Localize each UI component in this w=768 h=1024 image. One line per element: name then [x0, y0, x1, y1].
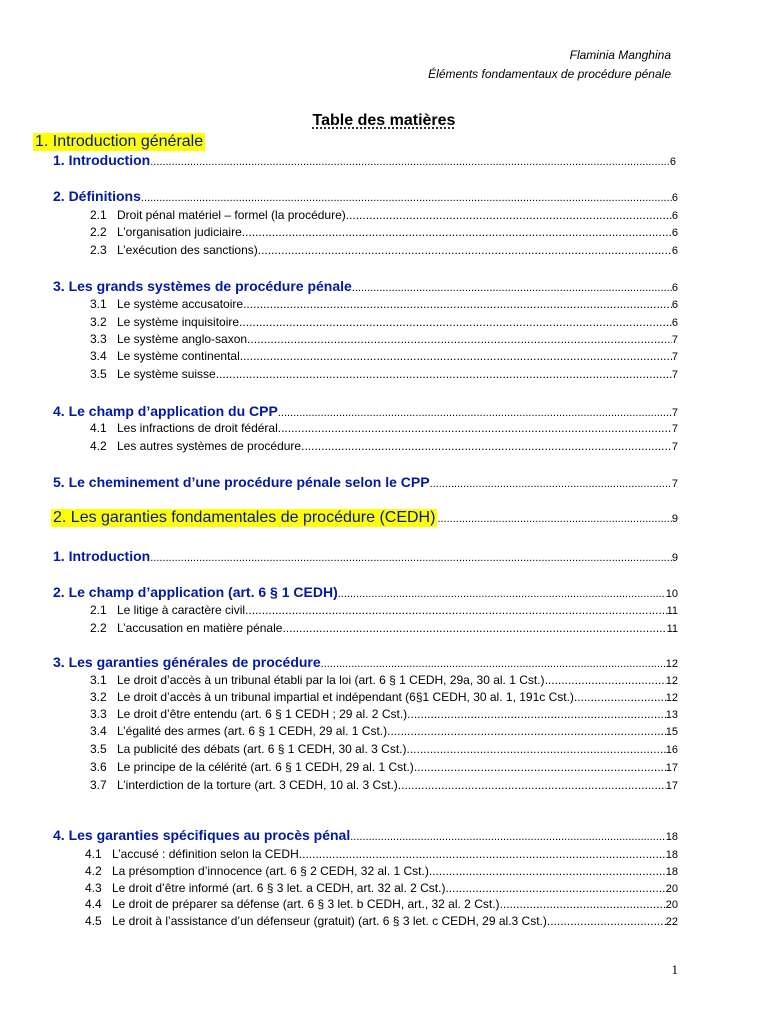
toc-number: 2.2 [90, 225, 107, 239]
toc-label: Le système continental [117, 349, 240, 363]
header-course: Éléments fondamentaux de procédure pénale [428, 67, 671, 81]
toc-label: 2. Définitions [53, 188, 141, 204]
toc-subsection [90, 332, 678, 346]
dot-leader [150, 552, 672, 564]
toc-subsection [85, 881, 678, 895]
toc-number: 4.1 [90, 421, 107, 435]
dot-leader [278, 421, 672, 435]
toc-page-number: 17 [665, 762, 678, 774]
toc-number: 3.5 [90, 367, 107, 381]
toc-number: 4.3 [85, 881, 102, 895]
toc-label: 4. Le champ d’application du CPP [53, 403, 278, 419]
toc-page-number: 9 [671, 513, 678, 525]
toc-number: 2.1 [90, 208, 107, 222]
toc-label: La publicité des débats (art. 6 § 1 CEDH, 30 al. 3 Cst.) [117, 742, 407, 756]
toc-label: Le système anglo-saxon [117, 332, 248, 346]
toc-subsection [90, 439, 678, 453]
toc-page-number: 20 [665, 883, 678, 895]
dot-leader [240, 349, 672, 363]
toc-subsection [85, 864, 678, 878]
toc-subsection [90, 621, 678, 635]
toc-label: Le système suisse [117, 367, 216, 381]
dot-leader [398, 778, 666, 792]
toc-section [53, 548, 678, 564]
toc-label: L’interdiction de la torture (art. 3 CEDH, 10 al. 3 Cst.) [117, 778, 398, 792]
toc-page-number: 12 [665, 658, 678, 670]
toc-section [53, 152, 676, 168]
toc-section [53, 584, 678, 600]
toc-label: L’accusé : définition selon la CEDH [112, 847, 299, 861]
toc-page-number: 11 [666, 623, 678, 635]
toc-number: 2.1 [90, 603, 107, 617]
toc-label: 3. Les grands systèmes de procédure pénale [53, 278, 352, 294]
toc-page-number: 17 [665, 780, 678, 792]
toc-number: 3.4 [90, 349, 107, 363]
dot-leader [500, 897, 666, 911]
toc-page-number: 11 [666, 605, 678, 617]
toc-subsection [90, 742, 678, 756]
toc-page-number: 18 [665, 866, 678, 878]
toc-page-number: 6 [671, 317, 678, 329]
toc-label: L’accusation en matière pénale [117, 621, 283, 635]
toc-page-number: 7 [671, 351, 678, 363]
dot-leader [301, 439, 672, 453]
toc-page-number: 20 [665, 899, 678, 911]
dot-leader [406, 742, 665, 756]
toc-label: 1. Introduction générale [35, 133, 204, 150]
toc-label: Le litige à caractère civil [117, 603, 246, 617]
dot-leader [247, 332, 672, 346]
toc-page-number: 6 [671, 245, 678, 257]
toc-page-number: 7 [671, 478, 678, 490]
toc-page-number: 10 [665, 588, 678, 600]
running-header [428, 46, 671, 84]
toc-page-number: 7 [671, 441, 678, 453]
toc-label: Le droit d’accès à un tribunal établi par la loi (art. 6 § 1 CEDH, 29a, 30 al. 1 Cst.) [117, 673, 545, 687]
toc-page-number: 18 [665, 849, 678, 861]
toc-page-number: 6 [671, 299, 678, 311]
toc-section [53, 278, 678, 294]
toc-subsection [90, 225, 678, 239]
toc-label: Le droit d’être entendu (art. 6 § 1 CEDH ; 29 al. 2 Cst.) [117, 707, 408, 721]
toc-page-number: 22 [665, 916, 678, 928]
toc-label: L’exécution des sanctions) [117, 243, 258, 257]
toc-page-number: 12 [665, 692, 678, 704]
dot-leader [243, 297, 672, 311]
toc-label: 2. Le champ d’application (art. 6 § 1 CEDH) [53, 584, 338, 600]
dot-leader [545, 673, 666, 687]
dot-leader [414, 760, 666, 774]
toc-label: Le principe de la célérité (art. 6 § 1 CEDH, 29 al. 1 Cst.) [117, 760, 414, 774]
toc-page-number: 7 [671, 369, 678, 381]
toc-label: Les autres systèmes de procédure [117, 439, 302, 453]
toc-label: 4. Les garanties spécifiques au procès pénal [53, 827, 351, 843]
toc-subsection [90, 724, 678, 738]
toc-number: 3.5 [90, 742, 107, 756]
toc-subsection [90, 349, 678, 363]
toc-page-number: 9 [671, 552, 678, 564]
toc-label: Le droit de préparer sa défense (art. 6 § 3 let. b CEDH, art., 32 al. 2 Cst.) [112, 897, 500, 911]
toc-number: 4.5 [85, 914, 102, 928]
toc-number: 3.7 [90, 778, 107, 792]
toc-page-number: 7 [671, 407, 678, 419]
toc-section [53, 827, 678, 843]
toc-page-number: 7 [671, 334, 678, 346]
toc-subsection [90, 367, 678, 381]
toc-section [53, 654, 678, 670]
toc-number: 3.6 [90, 760, 107, 774]
toc-part [53, 509, 678, 527]
toc-number: 3.2 [90, 690, 107, 704]
toc-page-number: 6 [671, 192, 678, 204]
toc-label: Le système accusatoire [117, 297, 244, 311]
dot-leader [352, 282, 672, 294]
toc-label: L’organisation judiciaire [117, 225, 242, 239]
toc-page-number: 6 [671, 282, 678, 294]
toc-page-number: 6 [671, 227, 678, 239]
toc-page-number: 16 [665, 744, 678, 756]
toc-page-number: 13 [665, 709, 678, 721]
toc-section [53, 403, 678, 419]
toc-label: 2. Les garanties fondamentales de procédure (CEDH) [53, 509, 436, 526]
toc-label: 5. Le cheminement d’une procédure pénale selon le CPP [53, 474, 430, 490]
toc-number: 4.1 [85, 847, 102, 861]
dot-leader [245, 603, 667, 617]
toc-number: 3.3 [90, 707, 107, 721]
toc-number: 3.1 [90, 297, 107, 311]
toc-section [53, 188, 678, 204]
dot-leader [429, 864, 666, 878]
toc-subsection [90, 760, 678, 774]
toc-subsection [90, 707, 678, 721]
toc-number: 3.1 [90, 673, 107, 687]
toc-label: L’égalité des armes (art. 6 § 1 CEDH, 29 al. 1 Cst.) [117, 724, 388, 738]
header-author: Flaminia Manghina [569, 48, 671, 62]
dot-leader [437, 513, 671, 525]
dot-leader [216, 367, 672, 381]
toc-section [53, 474, 678, 490]
dot-leader [547, 914, 666, 928]
dot-leader [141, 192, 672, 204]
dot-leader [150, 156, 670, 168]
toc-subsection [85, 897, 678, 911]
toc-number: 4.2 [85, 864, 102, 878]
toc-subsection [90, 297, 678, 311]
dot-leader [321, 658, 666, 670]
toc-number: 3.4 [90, 724, 107, 738]
toc-number: 4.2 [90, 439, 107, 453]
toc-part [35, 133, 768, 151]
dot-leader [239, 315, 672, 329]
toc-subsection [90, 208, 678, 222]
toc-subsection [90, 243, 678, 257]
dot-leader [299, 847, 666, 861]
toc-label: Droit pénal matériel – formel (la procédure) [117, 208, 346, 222]
toc-page-number: 6 [671, 210, 678, 222]
toc-page-number: 12 [665, 675, 678, 687]
dot-leader [282, 621, 666, 635]
toc-number: 3.2 [90, 315, 107, 329]
dot-leader [346, 208, 672, 222]
toc-label: Le système inquisitoire [117, 315, 240, 329]
toc-number: 4.4 [85, 897, 102, 911]
toc-label: 1. Introduction [53, 548, 151, 564]
dot-leader [242, 225, 672, 239]
dot-leader [445, 881, 665, 895]
toc-title: Table des matières [312, 112, 456, 129]
toc-subsection [90, 315, 678, 329]
page-number: 1 [671, 962, 678, 977]
toc-subsection [85, 847, 678, 861]
toc-number: 2.3 [90, 243, 107, 257]
toc-label: 3. Les garanties générales de procédure [53, 654, 321, 670]
toc-label: Les infractions de droit fédéral [117, 421, 278, 435]
toc-subsection [90, 673, 678, 687]
toc-page-number: 15 [665, 726, 678, 738]
toc-label: Le droit à l’assistance d’un défenseur (gratuit) (art. 6 § 3 let. c CEDH, 29 al.3 Cst.) [112, 914, 547, 928]
toc-subsection [90, 421, 678, 435]
toc-label: 1. Introduction [53, 152, 151, 168]
toc-page-number: 7 [671, 423, 678, 435]
dot-leader [430, 478, 672, 490]
toc-page-number: 6 [669, 156, 676, 168]
dot-leader [407, 707, 666, 721]
dot-leader [258, 243, 672, 257]
toc-subsection [90, 690, 678, 704]
dot-leader [350, 831, 666, 843]
toc-number: 2.2 [90, 621, 107, 635]
dot-leader [278, 407, 672, 419]
dot-leader [338, 588, 666, 600]
toc-page-number: 18 [665, 831, 678, 843]
toc-label: Le droit d’être informé (art. 6 § 3 let. a CEDH, art. 32 al. 2 Cst.) [112, 881, 446, 895]
toc-label: La présomption d’innocence (art. 6 § 2 CEDH, 32 al. 1 Cst.) [112, 864, 429, 878]
toc-label: Le droit d’accès à un tribunal impartial et indépendant (6§1 CEDH, 30 al. 1, 191c Cst.) [117, 690, 574, 704]
dot-leader [387, 724, 666, 738]
toc-number: 3.3 [90, 332, 107, 346]
dot-leader [574, 690, 666, 704]
toc-subsection [90, 603, 678, 617]
toc-subsection [85, 914, 678, 928]
toc-subsection [90, 778, 678, 792]
